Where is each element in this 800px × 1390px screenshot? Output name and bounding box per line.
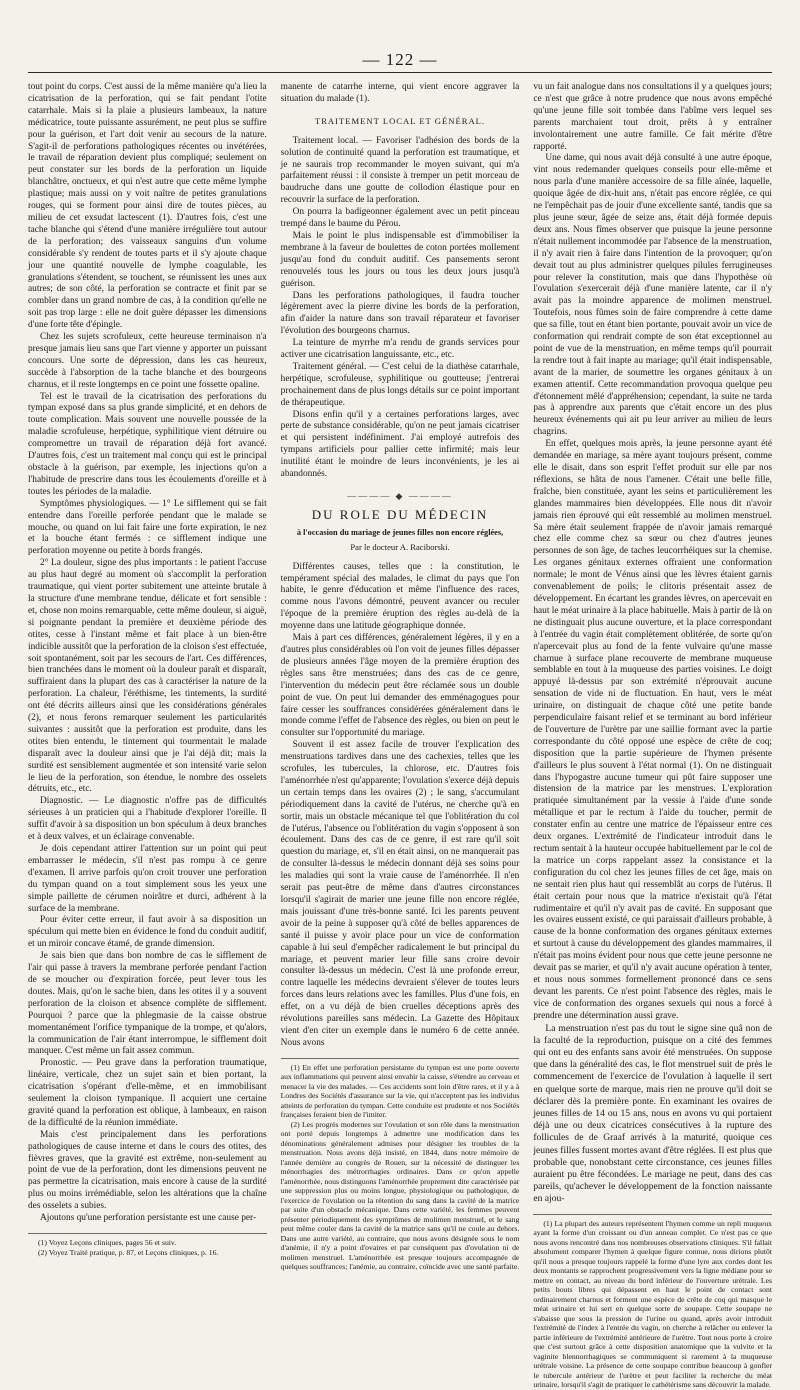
paragraph: En effet, quelques mois après, la jeune personne ayant été demandée en mariage, sa mère ayant toujours présent, comme elle le disait, dans son esprit l'effet produit sur elle par nos réflexions, se hâta de nous l'amener. C'était une belle fille, fraîche, bien constituée, ayant les seins et particulièrement les glandes mammaires bien développées. Elle nous dit n'avoir jamais rien éprouvé qui eût ressemblé au molimen menstruel. Sa mère était seulement frappée de n'avoir jamais remarqué chez elle comme chez sa sœur ou chez d'autres jeunes personnes de son âge, de taches leucorrhéiques sur la chemise. Les organes génitaux externes offraient une conformation normale; le mont de Vénus ainsi que les lèvres étaient garnis convenablement de poils; le clitoris présentait assez de développement. En écartant les grandes lèvres, on apercevait en haut le méat urinaire à la place habituelle. Mais à partir de là on ne distinguait plus aucune ouverture, et la place correspondant à l'entrée du vagin était complètement oblitérée, de sorte qu'on n'apercevait plus au fond de la fente vulvaire qu'une masse charnue à surface plane recouverte de membrane muqueuse semblable en tout à la muqueuse des parties voisines. Le doigt appuyé là-dessus par son extrémité n'éprouvait aucune sensation de vide ni de fluctuation. En haut, vers le méat urinaire, on distinguait de chaque côté une petite bande perpendiculaire faisant relief et se terminant au bord inférieur de l'ouverture de l'urètre par une saillie formant avec la partie correspondante du côté opposé une espèce de crête de coq; disposition que la partie supérieure de l'hymen présente d'ailleurs le plus souvent à l'état normal (1). On ne distinguait dans l'hypogastre aucune tumeur qui pût faire supposer une distension de la matrice par les menstrues. L'exploration pratiquée simultanément par la vessie à l'aide d'une sonde métallique et par le rectum à l'aide du toucher, permit de constater enfin au centre une matrice de l'épaisseur entre ces deux organes. L'extrémité de l'indicateur introduit dans le rectum sentait à la hauteur occupée habituellement par le col de la matrice un corps rappelant assez la consistance et la configuration du col chez les jeunes filles de cet âge, mais on ne sentait rien plus haut qui ressemblât au corps de l'utérus. Il était certain pour nous que la matrice n'existait qu'à l'état rudimentaire et qu'il n'y avait pas de cavité. En supposant que les ovaires eussent existé, ce qui paraissait d'ailleurs probable, à cause de la bonne conformation des organes génitaux externes et surtout à cause du développement des glandes mammaires, il n'était pas moins évident pour nous que cette jeune personne ne devait pas se marier, et qu'il n'y avait aucune opération à tenter, et nous nous sommes formellement prononcé dans ce sens devant les parents. Ce n'est point l'absence des règles, mais le vice de conformation des organes sexuels qui nous a forcé à prendre une détermination aussi grave. xyxy=(533,439,773,1021)
page-header xyxy=(28,42,772,73)
paragraph: Disons enfin qu'il y a certaines perforations larges, avec perte de substance considérable, qu'on ne peut jamais cicatriser et qui persistent indéfiniment. J'ai employé autrefois des tympans artificiels pour pallier cette infirmité; mais leur inutilité étant le moindre de leurs inconvénients, je les ai abandonnés. xyxy=(280,409,520,480)
footnote: (2) Voyez Traité pratique, p. 87, et Leçons cliniques, p. 16. xyxy=(38,1247,219,1257)
paragraph: La teinture de myrrhe m'a rendu de grands services pour activer une cicatrisation languissante, etc., etc. xyxy=(280,338,520,361)
paragraph: Chez les sujets scrofuleux, cette heureuse terminaison n'a presque jamais lieu sans que l'art vienne y apporter un puissant concours. Une sorte de dépression, dans les cas heureux, succède à l'absorption de la tache blanche et des bourgeons charnus, et il reste longtemps en ce point une fossette opaline. xyxy=(28,332,267,390)
paragraph: Différentes causes, telles que : la constitution, le tempérament spécial des malades, le climat du pays que l'on habite, le genre d'éducation et même l'influence des races, comme nous l'avons démontré, peuvent avancer ou reculer l'époque de la première éruption des règles au-delà de la moyenne dans une latitude géographique donnée. xyxy=(280,561,520,632)
column-middle xyxy=(280,82,520,1272)
paragraph: Pour éviter cette erreur, il faut avoir à sa disposition un spéculum qui mette bien en évidence le fond du conduit auditif, et un miroir concave étamé, de grande dimension. xyxy=(28,915,267,950)
footnote: (1) Voyez Leçons cliniques, pages 56 et suiv. xyxy=(38,1238,177,1247)
paragraph: Traitement général. — C'est celui de la diathèse catarrhale, herpétique, scrofuleuse, syphilitique ou goutteuse; j'entrerai prochainement dans de plus longs détails sur ce point important de thérapeutique. xyxy=(280,361,520,408)
paragraph: Traitement local. — Favoriser l'adhésion des bords de la solution de continuité quand la perforation est traumatique, et je ne saurais trop recommander le moyen suivant, qui m'a parfaitement réussi : il consiste à tremper un petit morceau de baudruche dans une goutte de collodion élastique pour en recouvrir la surface de la perforation. xyxy=(280,135,520,206)
footnotes xyxy=(28,1233,267,1257)
footnote: (1) La plupart des auteurs représentent l'hymen comme un repli muqueux ayant la forme d'un croissant ou d'un anneau complet. Ce n'est pas ce que nous avons rencontré dans nos nombreuses observations cliniques. S'il fallait absolument comparer l'hymen à quelque figure connue, nous dirions plutôt qu'il nous a presque toujours rappelé la forme d'une lyre aux cordes dont les deux montants se rapprochent progressivement vers la ligne médiane pour se mettre en contact, au niveau du bord inférieur de l'ouverture urétrale. Les petits bouts libres qui dépassent en haut le point de contact sont ordinairement charnus et forment une espèce de crête de coq qui masque le méat urinaire et lui sert en quelque sorte de soupape. Cette soupape ne s'abaisse que sous la pression de l'urine ou quand, après avoir introduit l'extrémité de l'index à l'entrée du vagin, on cherche à relâcher ou enlever la partie inférieure de l'extrémité antérieure de l'urètre. Tout nous porte à croire que c'est surtout grâce à cette disposition anatomique que la vulvite et la vaginite blennorrhagiques se communiquent si rarement à la muqueuse urétrale voisine. La présence de cette soupape contribue beaucoup à gonfler le tubercule antérieur de l'urètre et peut faciliter la recherche du méat urinaire, lorsqu'il s'agit de pratiquer le cathétérisme sans découvrir la malade. xyxy=(533,1218,773,1390)
paragraph: Tel est le travail de la cicatrisation des perforations du tympan exposé dans sa plus grande simplicité, et en dehors de toute complication. Mais souvent une nouvelle poussée de la maladie scrofuleuse, herpétique, syphilitique vient détruire ou compromettre un travail de réparation déjà fort avancé. D'autres fois, c'est un traitement mal conçu qui est le principal obstacle à la guérison, par exemple, les injections qu'on a l'habitude de prescrire dans tous les écoulements d'oreille et à toutes les périodes de la maladie. xyxy=(28,391,267,497)
text-columns xyxy=(28,82,773,1390)
paragraph: Mais c'est principalement dans les perforations pathologiques de cause interne et dans le cours des otites, des fièvres graves, que la gravité est extrême, non-seulement au point de vue de la perforation, dont les dimensions peuvent ne pas permettre la cicatrisation, mais encore à cause de la surdité plus ou moins irrémédiable, selon les altérations que la chaîne des osselets a subies. xyxy=(28,1129,267,1212)
paragraph: Souvent il est assez facile de trouver l'explication des menstruations tardives dans une des cachexies, telles que les scrofules, les tubercules, la chlorose, etc. D'autres fois l'aménorrhée n'est qu'apparente; l'ovulation s'exerce déjà depuis un certain temps dans les ovaires (2) ; le sang, s'accumulant périodiquement dans la cavité de l'utérus, ne cherche qu'à en sortir, mais un obstacle mécanique tel que l'oblitération du col de l'utérus, l'absence ou l'oblitération du vagin s'opposent à son écoulement. Dans des cas de ce genre, il est rare qu'il soit question du mariage, et, s'il en était ainsi, on ne manquerait pas de consulter là-dessus le médecin donnant déjà ses soins pour les maladies qui sont la vraie cause de l'aménorrhée. Il n'en serait pas peut-être de même dans d'autres circonstances lorsqu'il s'agirait de marier une jeune fille non encore réglée, mais jouissant d'une très-bonne santé. Ici les parents peuvent avoir de la peine à supposer qu'à côté de belles apparences de santé il puisse y avoir place pour un vice de conformation capable à lui seul d'empêcher radicalement le but principal du mariage, et peuvent marier leur fille sans croire devoir consulter là-dessus un médecin. C'est là une profonde erreur, contre laquelle les médecins devraient s'élever de toutes leurs forces dans leurs relations avec les familles. Plus d'une fois, en effet, on a vu déjà de bien cruelles déceptions après des révolutions pareilles sans médecin. La Gazette des Hôpitaux vient d'en citer un exemple dans le numéro 6 de cette année. Nous avons xyxy=(280,740,520,1048)
paragraph: vu un fait analogue dans nos consultations il y a quelques jours; ce n'est que grâce à notre prudence que nous avons empêché qu'une jeune fille soit tombée dans l'abîme vers lequel ses parents marchaient tout droit, prêts à y entraîner involontairement une autre famille. Ce fait mérite d'être rapporté. xyxy=(533,82,773,152)
paragraph: Mais à part ces différences, généralement légères, il y en a d'autres plus considérables où l'on voit de jeunes filles dépasser de plusieurs années l'âge moyen de la première éruption des règles sans être menstruées; dans des cas de ce genre, l'intervention du médecin peut être réclamée sous un double point de vue. On peut lui demander des emménagogues pour faire cesser les souffrances considérées généralement dans le monde comme l'effet de l'absence des règles, ou bien on peut le consulter sur l'opportunité du mariage. xyxy=(280,633,520,739)
paragraph: Pronostic. — Peu grave dans la perforation traumatique, linéaire, verticale, chez un sujet sain et bien portant, la cicatrisation s'opérant d'elle-même, et en immobilisant seulement la cloison tympanique. Il acquiert une certaine gravité quand la perforation est oblique, à lambeaux, en raison de la difficulté de la réunion immédiate. xyxy=(28,1058,267,1128)
footnotes xyxy=(281,1058,520,1272)
article-subtitle: à l'occasion du mariage de jeunes filles non encore réglées, xyxy=(296,527,504,537)
separator-ornament: ———— ◆ ———— xyxy=(347,491,453,501)
paragraph: Symptômes physiologiques. — 1° Le sifflement qui se fait entendre dans l'oreille perforée pendant que le malade se mouche, ou quand on lui fait faire une forte expiration, le nez et la bouche étant fermés : ce sifflement indique une perforation moyenne ou petite à bords frangés. xyxy=(28,498,267,557)
footnote: (1) En effet une perforation persistante du tympan est une porte ouverte aux inflammations qui peuvent ainsi envahir la caisse, s'étendre au cerveau et menacer la vie des malades. — Ces accidents sont loin d'être rares, et il y a à Londres des Sociétés d'assurance sur la vie, qui n'acceptent pas les individus atteints de perforation du tympan. Cette conduite est prudente et nos Sociétés françaises feraient bien de l'imiter. xyxy=(280,1062,520,1120)
section-title: TRAITEMENT LOCAL ET GÉNÉRAL. xyxy=(314,115,486,126)
article-author: Par le docteur A. Raciborski. xyxy=(350,541,450,552)
footnote: (2) Les progrès modernes sur l'ovulation et son rôle dans la menstruation ont porté depuis longtemps à admettre une modification dans les dénominations généralement admises pour désigner les troubles de la menstruation. Nous avons déjà insisté, en 1844, dans notre mémoire de l'année dernière au congrès de Rouen, sur la nécessité de distinguer les ménorrhagies des métrorrhagies ordinaires. Dans ce qu'on appelle l'aménorrhée, nous distinguons l'aménorrhée proprement dite caractérisée par une suppression plus ou moins longue, physiologique ou pathologique, de l'exercice de l'ovulation ou la rétention du sang dans la cavité de la matrice par suite d'un obstacle mécanique. Dans cette variété, les femmes peuvent présenter périodiquement des symptômes de molimen menstruel, et le sang peut même couler dans la cavité de la matrice sans qu'il ne coule au dehors. Dans une autre variété, au contraire, que nous avons désignée sous le nom d'anémie, il n'y a point d'ovaires et par conséquent pas d'ovulation ni de molimen menstruel. L'aménorrhée est presque toujours accompagnée de quelques souffrances; l'anémie, au contraire, coïncide avec une santé parfaite. xyxy=(280,1119,520,1272)
paragraph: Une dame, qui nous avait déjà consulté à une autre époque, vint nous redemander quelques conseils pour elle-même et nous parla d'une manière accessoire de sa fille aînée, laquelle, quoique âgée de dix-huit ans, n'était pas encore réglée, ce qui ne l'empêchait pas de jouir d'une excellente santé, tandis que sa plus jeune sœur, âgée de seize ans, était déjà formée depuis deux ans. Nous fîmes observer que puisque la jeune personne n'était nullement incommodée par l'absence de la menstruation, il n'y avait rien à faire dans l'intention de la provoquer; qu'on devait tout au plus administrer quelques pilules ferrugineuses pour relever la constitution, mais que dans l'hypothèse où l'ovulation s'exercerait déjà d'une manière latente, car il n'y avait pas la moindre apparence de molimen menstruel. Toutefois, nous fûmes soin de faire comprendre à cette dame que sa fille, tout en étant bien portante, pouvait avoir un vice de conformation qui rendrait compte de son état exceptionnel au point de vue de la menstruation, en même temps qu'il pourrait la rendre tout à fait inapte au mariage; qu'il était indispensable, avant de la marier, de soumettre les organes génitaux à un examen attentif. Cette recommandation provoqua quelque peu d'étonnement mêlé d'appréhension; cependant, la suite ne tarda pas à apprendre aux parents que c'était encore un des plus heureux événements qui ait pu leur arriver au milieu de leurs chagrins. xyxy=(533,153,773,438)
paragraph: 2° La douleur, signe des plus importants : le patient l'accuse au plus haut degré au moment où s'accomplit la perforation traumatique, qui vient porter subitement une atteinte brutale à la structure d'une membrane tendue, délicate et fort sensible : et, chose non moins remarquable, cette même douleur, si aiguë, si poignante pendant la première et deuxième période des otites, cesse à l'instant même et fait place à un bien-être indicible aussitôt que la perforation de la cloison s'est effectuée, soit spontanément, soit par les secours de l'art. Ces différences, bien tranchées dans le moment où la douleur paraît et disparaît, suffiraient dans la plupart des cas à caractériser la nature de la perforation. La chaleur, l'éréthisme, les tintements, la surdité ont été décrits ailleurs ainsi que les considérations générales (2), et nous ferons remarquer seulement les particularités suivantes : aussitôt que la perforation est produite, dans les otites bien entendu, le tintement qui tourmentait le malade disparaît avec la douleur ainsi que je l'ai déjà dit; mais la surdité est sensiblement augmentée et son intensité varie selon le lieu de la perforation, son étendue, le nombre des osselets détruits, etc., etc. xyxy=(28,558,267,795)
paragraph: La menstruation n'est pas du tout le signe sine quâ non de la faculté de la reproduction, puisque on a cité des femmes qui ont eu des enfants sans avoir été menstruées. On suppose que dans la généralité des cas, le flot menstruel suit de près le commencement de l'exercice de l'ovulation à laquelle il sert en quelque sorte de marque, mais rien ne prouve qu'il doit se déclarer dès la première ponte. En examinant les ovaires de jeunes filles de 14 ou 15 ans, nous en avons vu qui portaient déjà une ou deux cicatrices consécutives à la rupture des follicules de de Graaf arrivés à la maturité, quoique ces jeunes filles fussent mortes avant d'être réglées. Il est plus que probable que, nonobstant cette circonstance, ces jeunes filles auraient pu être fécondées. Le mariage ne peut, dans des cas pareils, qu'achever le développement de la fonction naissante en ajou- xyxy=(533,1022,773,1205)
paragraph: Diagnostic. — Le diagnostic n'offre pas de difficultés sérieuses à un praticien qui a l'habitude d'explorer l'oreille. Il suffit d'avoir à sa disposition un bon spéculum à deux branches et à deux valves, et un éclairage convenable. xyxy=(28,796,267,843)
paragraph: tout point du corps. C'est aussi de la même manière qu'a lieu la cicatrisation de la perforation, qui se fait pendant l'otite catarrhale. Mais si la plaie a plusieurs lambeaux, la nature médicatrice, toute puissante assurément, ne peut plus se suffire pour la guérison, et l'art doit venir au secours de la nature. S'agit-il de perforations pathologiques récentes ou invétérées, le travail de réparation devient plus compliqué; seulement on peut constater sur les bords de la perforation un liquide blanchâtre, onctueux, et qui n'est autre que cette même lymphe plastique; mais aussi on y voit naître de petites granulations rouges, qui se forment pour ainsi dire de toutes pièces, au milieu de cet exsudat lactescent (1). D'autres fois, c'est une tache blanche qui s'étend d'une manière irrégulière tout autour de la perforation; des vaisseaux sanguins d'un volume considérable s'y rendent de toutes parts et il s'y ajoute chaque jour une quantité nouvelle de lymphe coagulable, les granulations s'étendent, se touchent, se réunissent les unes aux autres; de son côté, la perforation se contracte et finit par se combler dans un grand nombre de cas, à la condition qu'elle ne soit pas trop large : elle ne doit guère dépasser les dimensions d'une forte tête d'épingle. xyxy=(28,82,267,331)
paragraph: Mais le point le plus indispensable est d'immobiliser la membrane à la faveur de boulettes de coton portées mollement jusqu'au fond du conduit auditif. Ces pansements seront renouvelés tous les jours ou tous les deux jours jusqu'à guérison. xyxy=(280,230,520,289)
column-left xyxy=(28,82,267,1257)
paragraph: Je sais bien que dans bon nombre de cas le sifflement de l'air qui passe à travers la membrane perforée pendant l'action de se moucher ou d'expiration forcée, peut lever tous les doutes. Mais, qu'on le sache bien, dans les otites il y a souvent perforation de la cloison et absence complète de sifflement. Pourquoi ? parce que la phlegmasie de la caisse obstrue momentanément l'orifice tympanique de la trompe, et qu'alors, la communication de l'air étant interrompue, le sifflement doit manquer. C'est même un fait assez commun. xyxy=(28,951,267,1057)
paragraph: Je dois cependant attirer l'attention sur un point qui peut embarrasser le médecin, s'il n'est pas rompu à ce genre d'examen. Il arrive parfois qu'on croit trouver une perforation du tympan quand on a tout simplement sous les yeux une simple paillette de cérumen noirâtre et durci, adhérent à la surface de la membrane. xyxy=(28,844,267,914)
paragraph: Ajoutons qu'une perforation persistante est une cause per- xyxy=(40,1213,257,1224)
article-title: DU ROLE DU MÉDECIN xyxy=(311,506,489,522)
paragraph: Dans les perforations pathologiques, il faudra toucher légèrement avec la pierre divine les bords de la perforation, afin d'aider la nature dans son travail réparateur et favoriser l'évolution des bourgeons charnus. xyxy=(280,290,520,337)
footnotes xyxy=(533,1214,772,1390)
column-right xyxy=(533,82,773,1390)
paragraph: manente de catarrhe interne, qui vient encore aggraver la situation du malade (1). xyxy=(280,82,520,104)
page-number: — 122 — xyxy=(362,50,438,69)
paragraph: On pourra la badigeonner également avec un petit pinceau trempé dans le baume du Pérou. xyxy=(280,207,520,230)
